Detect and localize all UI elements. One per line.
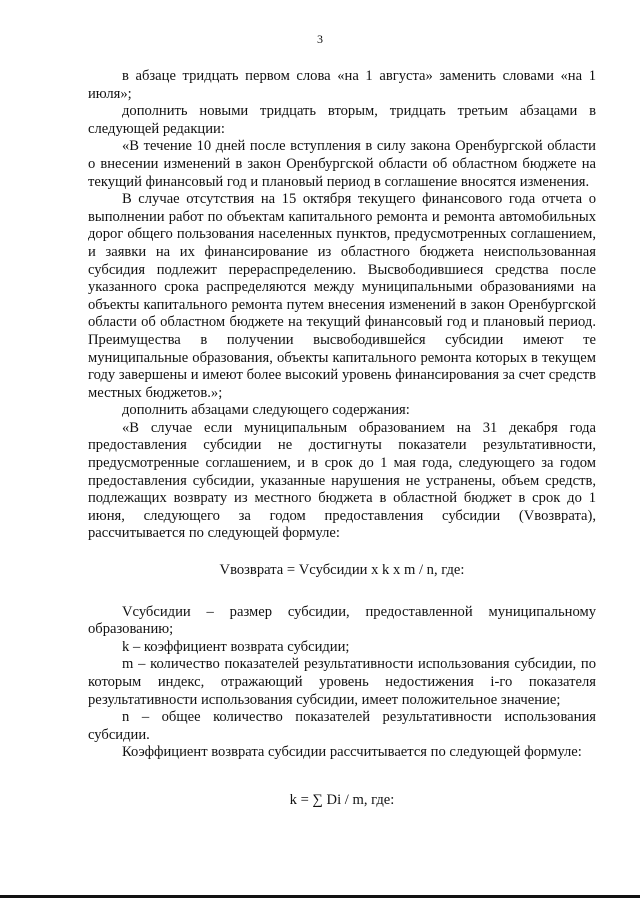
definition-paragraph: n – общее количество показателей результативности использования субсидии.: [88, 709, 596, 743]
paragraph: «В течение 10 дней после вступления в силу закона Оренбургской области о внесении изменений в закон Оренбургской области об областном бюджете на текущий финансовый год и плановый период в соглашение вносятся изменения.: [88, 138, 596, 190]
formula-return-volume: Vвозврата = Vсубсидии x k x m / n, где:: [219, 562, 465, 579]
paragraph: В случае отсутствия на 15 октября текущего финансового года отчета о выполнении работ по объектам капитального ремонта и ремонта автомобильных дорог общего пользования населенных пунктов, предусмотренных соглашением, и заявки на их финансирование из областного бюджета неиспользованная субсидия подлежит перераспределению. Высвободившиеся средства после указанного срока распределяются между муниципальными образованиями на объекты капитального ремонта путем внесения изменений в закон Оренбургской области об областном бюджете на текущий финансовый год и плановый период. Преимущества в получении высвободившейся субсидии имеют те муниципальные образования, объекты капитального ремонта которых в текущем году завершены и имеют более высокий уровень финансирования за счет средств местных бюджетов.»;: [88, 191, 596, 401]
page-number: 3: [317, 32, 323, 46]
paragraph: «В случае если муниципальным образованием на 31 декабря года предоставления субсидии не достигнуты показатели результативности, предусмотренные соглашением, и в срок до 1 мая года, следующего за годом предоставления субсидии, указанные нарушения не устранены, объем средств, подлежащих возврату из местного бюджета в областной бюджет в срок до 1 июня, следующего за годом предоставления субсидии (Vвозврата), рассчитывается по следующей формуле:: [88, 419, 596, 542]
bottom-scan-edge: [0, 895, 640, 898]
definition-paragraph: Коэффициент возврата субсидии рассчитывается по следующей формуле:: [122, 744, 582, 761]
definition-paragraph: k – коэффициент возврата субсидии;: [122, 638, 350, 655]
formula-return-coefficient: k = ∑ Di / m, где:: [289, 791, 395, 808]
paragraph: дополнить новыми тридцать вторым, тридцать третьим абзацами в следующей редакции:: [88, 103, 596, 137]
definition-paragraph: Vсубсидии – размер субсидии, предоставленной муниципальному образованию;: [88, 603, 596, 638]
paragraph: в абзаце тридцать первом слова «на 1 августа» заменить словами «на 1 июля»;: [88, 68, 596, 102]
definition-paragraph: m – количество показателей результативности использования субсидии, по которым индекс, отражающий уровень недостижения i-го показателя результативности использования субсидии, имеет положительное значение;: [88, 656, 596, 708]
document-body: [88, 68, 596, 834]
paragraph: дополнить абзацами следующего содержания:: [122, 402, 410, 419]
